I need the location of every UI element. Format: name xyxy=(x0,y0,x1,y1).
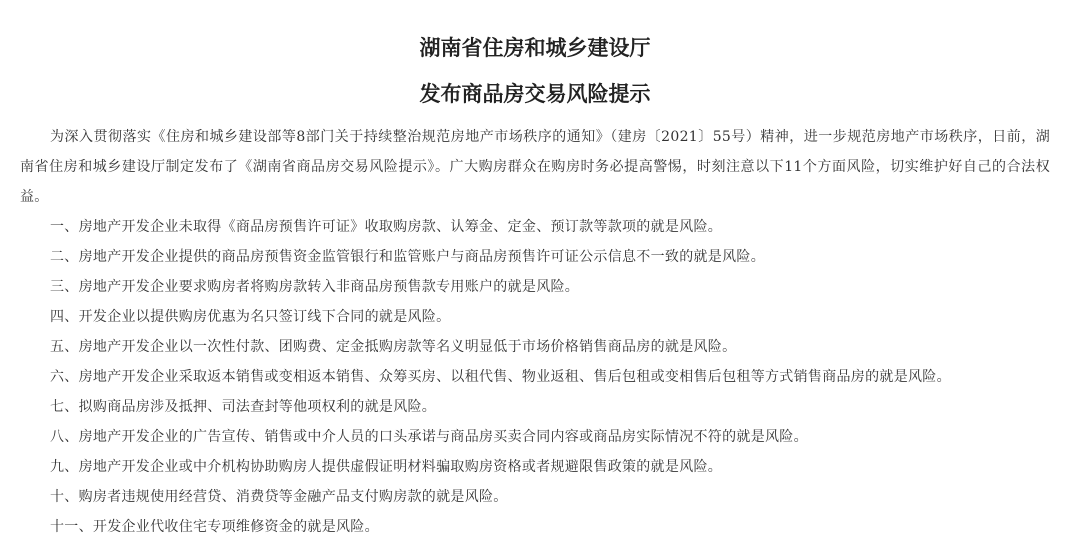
intro-paragraph: 为深入贯彻落实《住房和城乡建设部等8部门关于持续整治规范房地产市场秩序的通知》（建房〔2021〕55号）精神，进一步规范房地产市场秩序，日前，湖南省住房和城乡建设厅制定发布了《湖南省商品房交易风险提示》。广大购房群众在购房时务必提高警惕，时刻注意以下11个方面风险，切实维护好自己的合法权益。 xyxy=(20,129,1050,205)
risk-item-5: 五、房地产开发企业以一次性付款、团购费、定金抵购房款等名义明显低于市场价格销售商品房的就是风险。 xyxy=(50,339,737,355)
page-title: 湖南省住房和城乡建设厅 xyxy=(419,36,651,60)
risk-list xyxy=(20,212,1050,542)
page-subtitle: 发布商品房交易风险提示 xyxy=(419,82,651,106)
risk-item-2: 二、房地产开发企业提供的商品房预售资金监管银行和监管账户与商品房预售许可证公示信息不一致的就是风险。 xyxy=(50,249,765,265)
risk-item-3: 三、房地产开发企业要求购房者将购房款转入非商品房预售款专用账户的就是风险。 xyxy=(50,279,580,295)
risk-item-7: 七、拟购商品房涉及抵押、司法查封等他项权利的就是风险。 xyxy=(50,399,437,415)
risk-item-10: 十、购房者违规使用经营贷、消费贷等金融产品支付购房款的就是风险。 xyxy=(50,489,508,505)
risk-item-4: 四、开发企业以提供购房优惠为名只签订线下合同的就是风险。 xyxy=(50,309,451,325)
risk-item-6: 六、房地产开发企业采取返本销售或变相返本销售、众筹买房、以租代售、物业返租、售后包租或变相售后包租等方式销售商品房的就是风险。 xyxy=(50,369,951,385)
risk-item-8: 八、房地产开发企业的广告宣传、销售或中介人员的口头承诺与商品房买卖合同内容或商品房实际情况不符的就是风险。 xyxy=(50,429,808,445)
risk-item-9: 九、房地产开发企业或中介机构协助购房人提供虚假证明材料骗取购房资格或者规避限售政策的就是风险。 xyxy=(50,459,723,475)
risk-item-11: 十一、开发企业代收住宅专项维修资金的就是风险。 xyxy=(50,519,379,535)
risk-item-1: 一、房地产开发企业未取得《商品房预售许可证》收取购房款、认筹金、定金、预订款等款项的就是风险。 xyxy=(50,219,723,235)
